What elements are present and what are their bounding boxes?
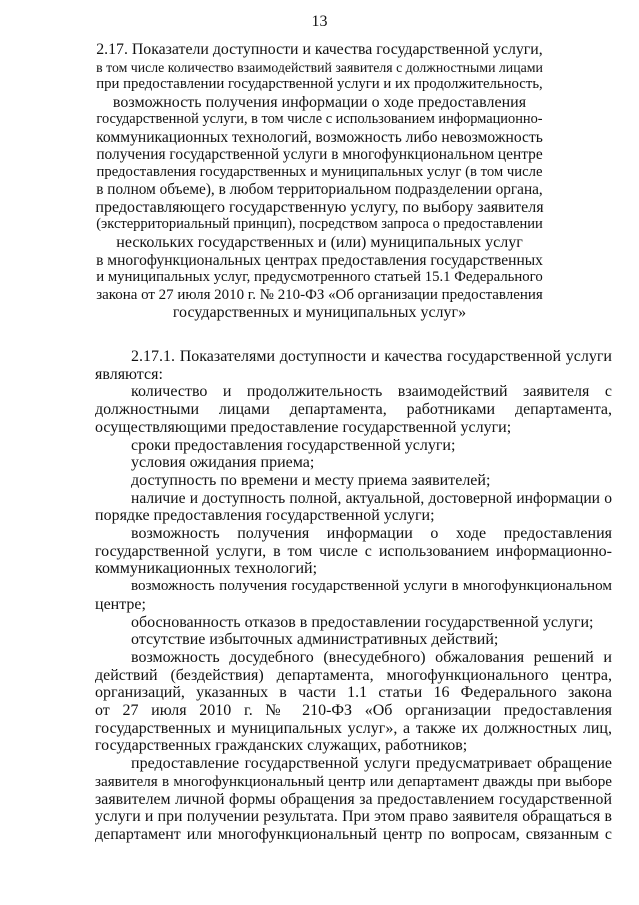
body-line: государственной услуги, в том числе с использованием информационно- — [95, 542, 612, 560]
body-line: осуществляющими предоставление государственной услуги; — [95, 418, 512, 436]
heading-line: закона от 27 июля 2010 г. № 210-ФЗ «Об организации предоставления — [96, 286, 543, 303]
heading-line: в многофункциональных центрах предоставления государственных — [96, 251, 543, 269]
body-line: возможность получения информации о ходе предоставления — [131, 525, 612, 543]
heading-line: предоставляющего государственную услугу, по выбору заявителя — [95, 198, 544, 216]
body-line: доступность по времени и месту приема заявителей; — [131, 471, 491, 489]
page-number: 13 — [311, 13, 328, 30]
heading-line: государственной услуги, в том числе с использованием информационно- — [96, 111, 543, 128]
body-line: отсутствие избыточных административных действий; — [131, 631, 499, 649]
heading-line: в том числе количество взаимодействий заявителя с должностными лицами — [96, 59, 543, 75]
body-line: количество и продолжительность взаимодействий заявителя с — [131, 383, 612, 401]
body-text — [95, 348, 612, 844]
heading-line: (экстерриториальный принцип), посредством запроса о предоставлении — [96, 216, 543, 233]
body-line: возможность досудебного (внесудебного) обжалования решений и — [131, 648, 612, 666]
heading-line: коммуникационных технологий, возможность либо невозможность — [96, 128, 543, 146]
body-line: являются: — [95, 365, 163, 383]
heading-line: 2.17. Показатели доступности и качества государственной услуги, — [96, 41, 543, 58]
body-line: государственных и муниципальных услуг», а также их должностных лиц, — [95, 719, 612, 737]
body-line: организаций, указанных в части 1.1 статьи 16 Федерального закона — [95, 684, 612, 702]
heading-line: возможность получения информации о ходе предоставления — [112, 93, 527, 111]
body-line: коммуникационных технологий; — [95, 560, 318, 578]
body-line: наличие и доступность полной, актуальной, достоверной информации о — [131, 489, 612, 507]
body-line: должностными лицами департамента, работниками департамента, — [95, 401, 612, 419]
heading-line: и муниципальных услуг, предусмотренного статьей 15.1 Федерального — [96, 269, 543, 286]
body-line: центре; — [95, 595, 146, 613]
body-line: действий (бездействия) департамента, многофункционального центра, — [95, 666, 612, 684]
body-line: от 27 июля 2010 г. № 210-ФЗ «Об организации предоставления — [95, 702, 612, 720]
heading-line: нескольких государственных и (или) муниципальных услуг — [116, 234, 523, 252]
heading-line: в полном объеме), в любом территориальном подразделении органа, — [96, 181, 543, 199]
heading-line: получения государственной услуги в многофункциональном центре — [96, 146, 543, 164]
body-line: заявителем личной формы обращения за предоставлением государственной — [95, 790, 612, 808]
heading-line: предоставления государственных и муниципальных услуг (в том числе — [96, 163, 543, 180]
body-line: предоставление государственной услуги предусматривает обращение — [131, 755, 612, 773]
heading-line: государственных и муниципальных услуг» — [172, 304, 467, 322]
body-line: порядке предоставления государственной услуги; — [95, 507, 435, 525]
body-line: сроки предоставления государственной услуги; — [131, 436, 456, 454]
body-line: условия ожидания приема; — [131, 454, 315, 472]
section-heading — [95, 41, 544, 322]
heading-line: при предоставлении государственной услуги и их продолжительность, — [96, 76, 543, 93]
body-line: 2.17.1. Показателями доступности и качества государственной услуги — [131, 348, 612, 365]
body-line: обоснованность отказов в предоставлении государственной услуги; — [131, 613, 594, 631]
body-line: возможность получения государственной услуги в многофункциональном — [131, 578, 612, 595]
body-line: заявителя в многофункциональный центр или департамент дважды при выборе — [95, 772, 612, 790]
body-line: услуги и при получении результата. При этом право заявителя обращаться в — [95, 808, 612, 826]
body-line: департамент или многофункциональный центр по вопросам, связанным с — [95, 825, 612, 843]
body-line: государственных гражданских служащих, работников; — [95, 737, 468, 755]
